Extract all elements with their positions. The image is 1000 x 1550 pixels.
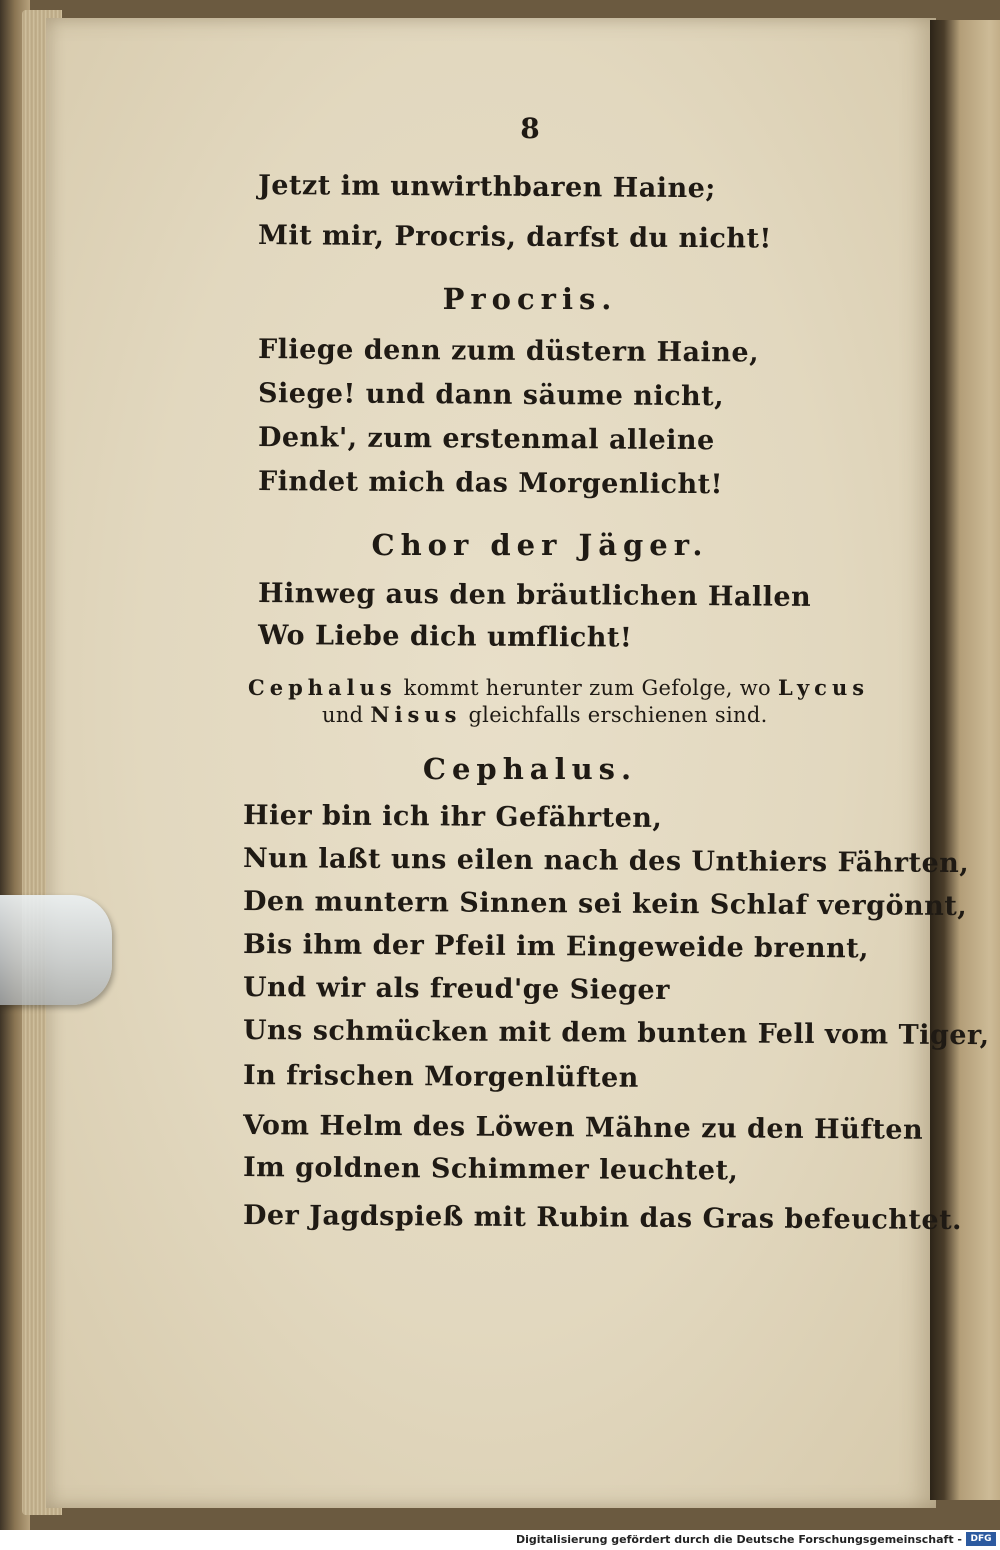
stage-text: gleichfalls erschienen sind. [461,703,768,727]
verse-line: Jetzt im unwirthbaren Haine; [257,170,716,205]
verse-line: Fliege denn zum düstern Haine, [257,334,760,369]
stage-direction [248,675,869,700]
verse-line: Siege! und dann säume nicht, [257,378,725,413]
verse-line: Mit mir, Procris, darfst du nicht! [257,220,772,255]
stage-direction-continued [322,702,768,727]
stage-name-cephalus: Cephalus [248,675,397,700]
stage-text: und [322,703,371,727]
verse-line: In frischen Morgenlüften [242,1060,639,1094]
verse-line: Bis ihm der Pfeil im Eingeweide brennt, [242,929,870,965]
verse-line: Uns schmücken mit dem bunten Fell vom Tiger, [242,1015,990,1052]
verse-line: Im goldnen Schimmer leuchtet, [242,1152,739,1187]
dfg-logo: DFG [966,1532,996,1546]
verse-line: Und wir als freud'ge Sieger [242,972,671,1006]
verse-line: Nun laßt uns eilen nach des Unthiers Fährten, [242,843,970,880]
funding-credit: Digitalisierung gefördert durch die Deutsche Forschungsgemeinschaft - [515,1533,962,1546]
verse-line: Hier bin ich ihr Gefährten, [242,800,663,834]
verse-line: Der Jagdspieß mit Rubin das Gras befeuchtet. [242,1200,963,1237]
page-number: 8 [520,112,540,145]
verse-line: Hinweg aus den bräutlichen Hallen [257,578,812,613]
stage-name-lycus: Lycus [777,675,870,700]
stage-text: kommt herunter zum Gefolge, wo [396,676,778,700]
speaker-heading-procris: Procris. [442,282,618,316]
speaker-heading-chor: Chor der Jäger. [371,528,709,562]
digitization-footer [0,1530,1000,1550]
verse-line: Wo Liebe dich umflicht! [257,620,633,654]
speaker-heading-cephalus: Cephalus. [422,752,638,786]
verse-line: Vom Helm des Löwen Mähne zu den Hüften [242,1110,924,1146]
verse-line: Den muntern Sinnen sei kein Schlaf vergönnt, [242,886,968,923]
stage-name-nisus: Nisus [370,702,462,727]
verse-line: Findet mich das Morgenlicht! [257,466,724,501]
verse-line: Denk', zum erstenmal alleine [257,422,715,457]
